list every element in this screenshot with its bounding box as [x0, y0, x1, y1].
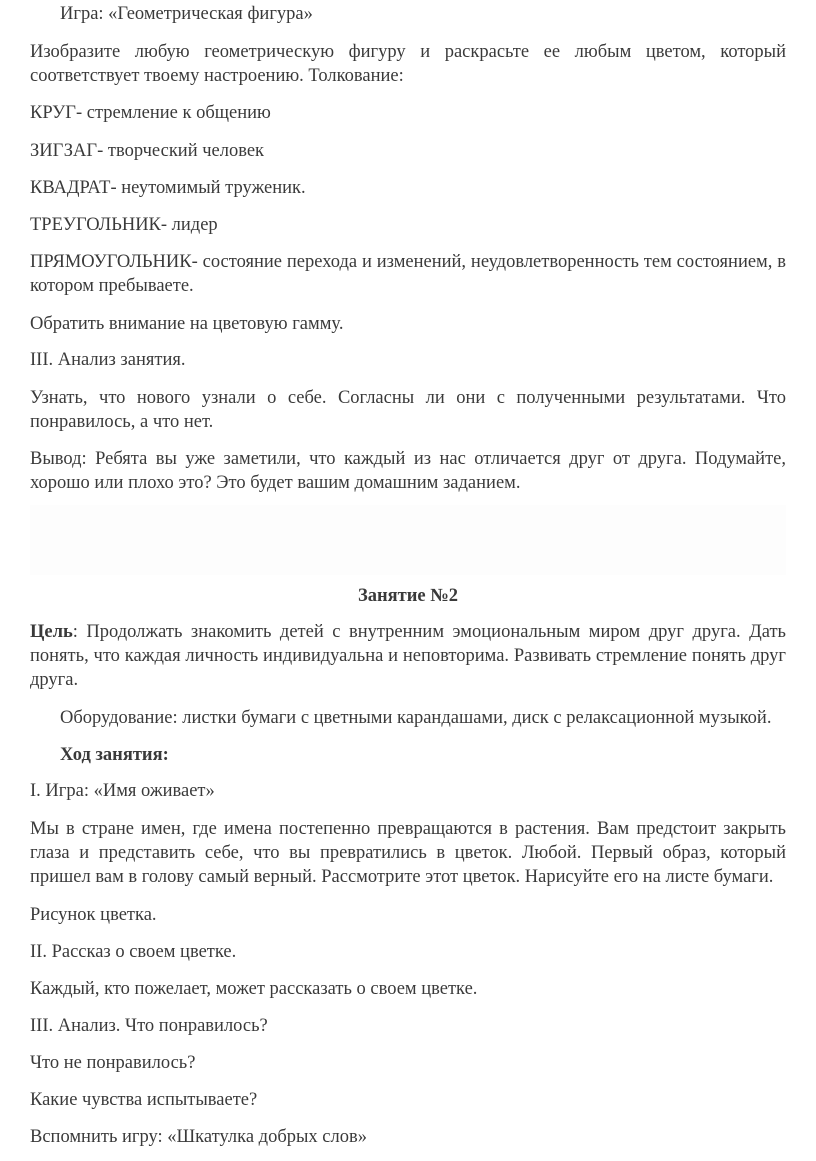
rectangle-meaning: ПРЯМОУГОЛЬНИК- состояние перехода и изменений, неудовлетворенность тем состоянием, в котором пребываете. — [30, 252, 786, 296]
zigzag-meaning: ЗИГЗАГ- творческий человек — [30, 141, 265, 161]
analysis-question-1: III. Анализ. Что понравилось? — [30, 1016, 268, 1036]
conclusion-paragraph: Вывод: Ребята вы уже заметили, что каждый из нас отличается друг от друга. Подумайте, хорошо или плохо это? Это будет вашим домашним заданием. — [30, 449, 786, 493]
analysis-question-3: Какие чувства испытываете? — [30, 1090, 258, 1110]
goal-text: : Продолжать знакомить детей с внутренним эмоциональным миром друг друга. Дать понять, что каждая личность индивидуальна и неповторима. Развивать стремление понять друг друга. — [30, 622, 786, 690]
remember-game-line: Вспомнить игру: «Шкатулка добрых слов» — [30, 1127, 367, 1147]
progress-heading: Ход занятия: — [60, 745, 169, 765]
circle-meaning: КРУГ- стремление к общению — [30, 103, 271, 123]
analysis-heading: III. Анализ занятия. — [30, 350, 186, 370]
story-paragraph: Каждый, кто пожелает, может рассказать о своем цветке. — [30, 979, 478, 999]
analysis-question-2: Что не понравилось? — [30, 1053, 196, 1073]
game-title: Игра: «Геометрическая фигура» — [60, 4, 313, 24]
analysis-paragraph: Узнать, что нового узнали о себе. Согласны ли они с полученными результатами. Что понравилось, а что нет. — [30, 388, 786, 432]
instruction-paragraph: Изобразите любую геометрическую фигуру и раскрасьте ее любым цветом, который соответствует твоему настроению. Толкование: — [30, 42, 786, 86]
story-heading: II. Рассказ о своем цветке. — [30, 942, 237, 962]
goal-paragraph — [30, 620, 786, 692]
game-name: I. Игра: «Имя оживает» — [30, 781, 215, 801]
lesson-title: Занятие №2 — [357, 586, 459, 606]
square-meaning: КВАДРАТ- неутомимый труженик. — [30, 178, 306, 198]
game-paragraph: Мы в стране имен, где имена постепенно превращаются в растения. Вам предстоит закрыть глаза и представить себе, что вы превратились в цветок. Любой. Первый образ, который пришел вам в голову самый верный. Рассмотрите этот цветок. Нарисуйте его на листе бумаги. — [30, 819, 786, 887]
equipment-paragraph: Оборудование: листки бумаги с цветными карандашами, диск с релаксационной музыкой. — [60, 708, 772, 728]
triangle-meaning: ТРЕУГОЛЬНИК- лидер — [30, 215, 218, 235]
goal-label: Цель — [30, 622, 73, 642]
section-separator — [30, 505, 786, 575]
color-note: Обратить внимание на цветовую гамму. — [30, 314, 344, 334]
drawing-line: Рисунок цветка. — [30, 905, 157, 925]
